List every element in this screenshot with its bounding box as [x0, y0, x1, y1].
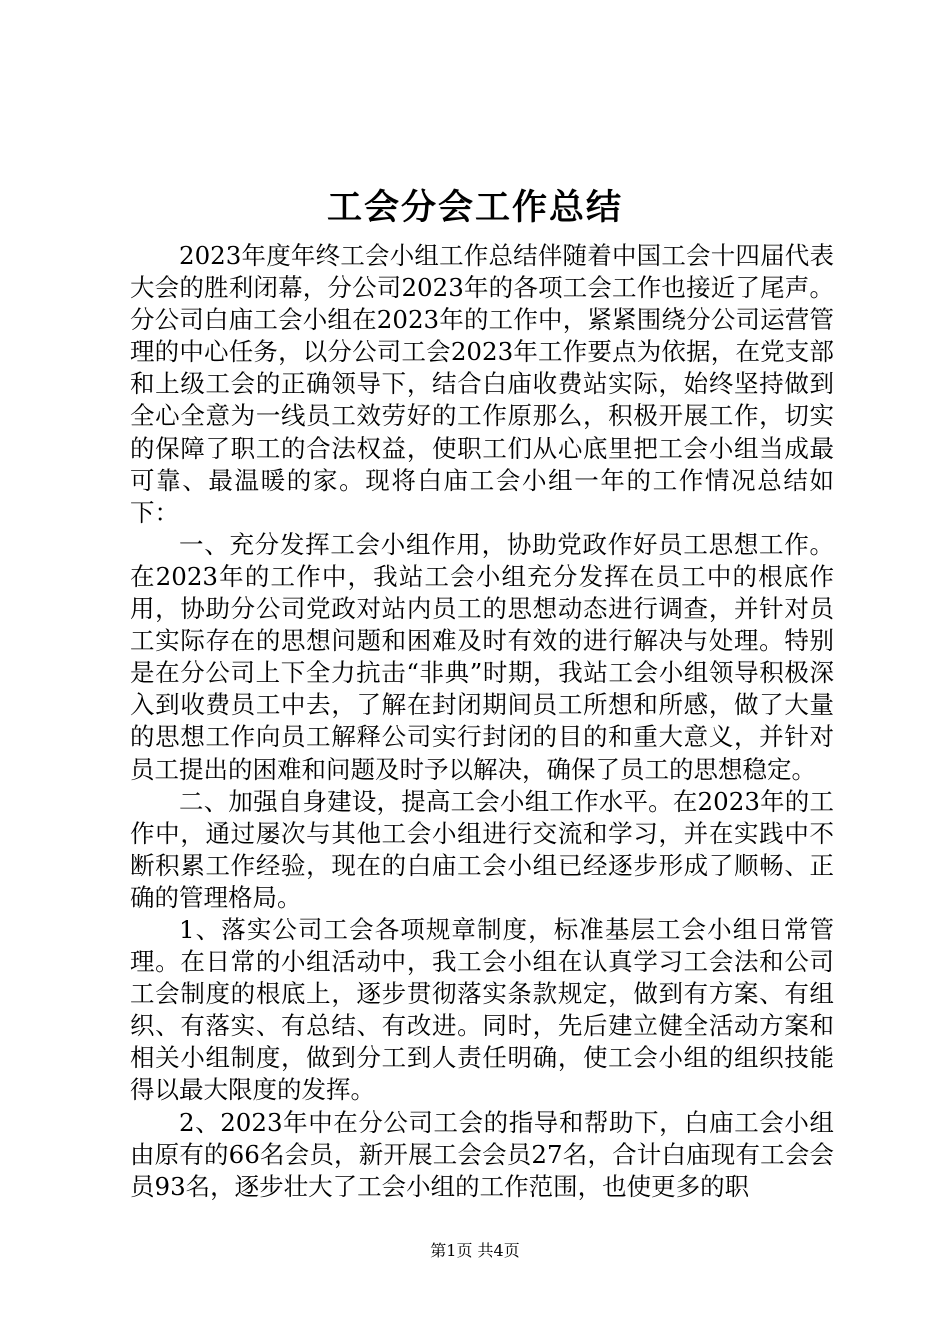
page-number-footer: 第1页 共4页	[430, 1241, 520, 1260]
paragraph-item-1: 1、落实公司工会各项规章制度，标准基层工会小组日常管理。在日常的小组活动中，我工会小组在认真学习工会法和公司工会制度的根底上，逐步贯彻落实条款规定，做到有方案、有组织、有落实、有总结、有改进。同时，先后建立健全活动方案和相关小组制度，做到分工到人责任明确，使工会小组的组织技能得以最大限度的发挥。	[130, 914, 834, 1105]
document-body	[130, 240, 834, 1203]
paragraph-section-1: 一、充分发挥工会小组作用，协助党政作好员工思想工作。在2023年的工作中，我站工会小组充分发挥在员工中的根底作用，协助分公司党政对站内员工的思想动态进行调查，并针对员工实际存在的思想问题和困难及时有效的进行解决与处理。特别是在分公司上下全力抗击“非典”时期，我站工会小组领导积极深入到收费员工中去，了解在封闭期间员工所想和所感，做了大量的思想工作向员工解释公司实行封闭的目的和重大意义，并针对员工提出的困难和问题及时予以解决，确保了员工的思想稳定。	[130, 529, 834, 784]
paragraph-intro: 2023年度年终工会小组工作总结伴随着中国工会十四届代表大会的胜利闭幕，分公司2023年的各项工会工作也接近了尾声。分公司白庙工会小组在2023年的工作中，紧紧围绕分公司运营管理的中心任务，以分公司工会2023年工作要点为依据，在党支部和上级工会的正确领导下，结合白庙收费站实际，始终坚持做到全心全意为一线员工效劳好的工作原那么，积极开展工作，切实的保障了职工的合法权益，使职工们从心底里把工会小组当成最可靠、最温暖的家。现将白庙工会小组一年的工作情况总结如下：	[130, 241, 834, 527]
paragraph-section-2: 二、加强自身建设，提高工会小组工作水平。在2023年的工作中，通过屡次与其他工会小组进行交流和学习，并在实践中不断积累工作经验，现在的白庙工会小组已经逐步形成了顺畅、正确的管理格局。	[130, 786, 834, 912]
document-title: 工会分会工作总结	[326, 187, 623, 228]
paragraph-item-2: 2、2023年中在分公司工会的指导和帮助下，白庙工会小组由原有的66名会员，新开展工会会员27名，合计白庙现有工会会员93名，逐步壮大了工会小组的工作范围，也使更多的职	[130, 1107, 834, 1201]
